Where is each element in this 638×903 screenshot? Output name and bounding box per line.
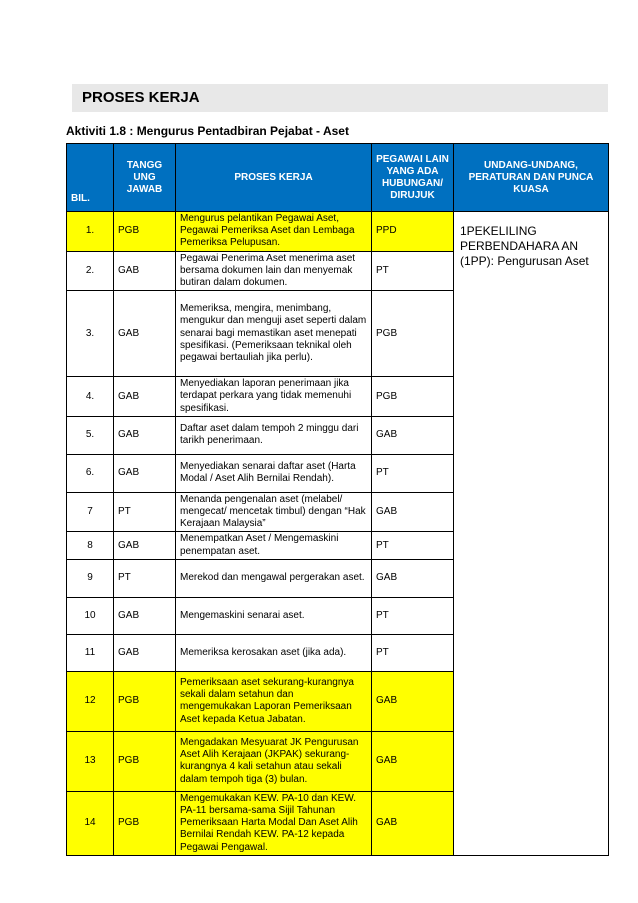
cell-bil: 14	[67, 791, 114, 855]
cell-proses-kerja: Memeriksa kerosakan aset (jika ada).	[176, 634, 372, 671]
header-pegawai-lain: PEGAWAI LAIN YANG ADA HUBUNGAN/ DIRUJUK	[372, 144, 454, 212]
cell-tanggungjawab: PGB	[114, 731, 176, 791]
cell-proses-kerja: Memeriksa, mengira, menimbang, mengukur dan menguji aset seperti dalam senarai bagi memastikan aset menepati spesifikasi. (Pemeriksaan teknikal oleh pegawai bertauliah jika perlu).	[176, 291, 372, 377]
cell-bil: 9	[67, 559, 114, 597]
table-header-row	[67, 144, 609, 212]
cell-bil: 10	[67, 597, 114, 634]
cell-proses-kerja: Pegawai Penerima Aset menerima aset bersama dokumen lain dan menyemak butiran dalam dokumen.	[176, 251, 372, 291]
header-undang-undang: UNDANG-UNDANG, PERATURAN DAN PUNCA KUASA	[454, 144, 609, 212]
cell-tanggungjawab: GAB	[114, 454, 176, 492]
cell-pegawai: GAB	[372, 791, 454, 855]
section-title: PROSES KERJA	[72, 84, 608, 112]
cell-bil: 8	[67, 532, 114, 559]
cell-pegawai: PGB	[372, 377, 454, 417]
cell-proses-kerja: Mengurus pelantikan Pegawai Aset, Pegawai Pemeriksa Aset dan Lembaga Pemeriksa Pelupusan.	[176, 212, 372, 252]
header-tanggungjawab: TANGG UNG JAWAB	[114, 144, 176, 212]
cell-proses-kerja: Menyediakan senarai daftar aset (Harta Modal / Aset Alih Bernilai Rendah).	[176, 454, 372, 492]
cell-bil: 5.	[67, 416, 114, 454]
cell-pegawai: PT	[372, 634, 454, 671]
cell-tanggungjawab: PT	[114, 492, 176, 532]
cell-pegawai: GAB	[372, 416, 454, 454]
cell-tanggungjawab: GAB	[114, 377, 176, 417]
cell-tanggungjawab: GAB	[114, 532, 176, 559]
header-proses-kerja: PROSES KERJA	[176, 144, 372, 212]
cell-pegawai: GAB	[372, 731, 454, 791]
cell-pegawai: PPD	[372, 212, 454, 252]
cell-tanggungjawab: GAB	[114, 291, 176, 377]
cell-tanggungjawab: GAB	[114, 634, 176, 671]
cell-pegawai: GAB	[372, 492, 454, 532]
cell-proses-kerja: Mengemukakan KEW. PA-10 dan KEW. PA-11 bersama-sama Sijil Tahunan Pemeriksaan Harta Modal Dan Aset Alih Bernilai Rendah KEW. PA-12 kepada Pegawai Pengawal.	[176, 791, 372, 855]
cell-undang-undang: 1PEKELILING PERBENDAHARA AN (1PP): Pengurusan Aset	[454, 212, 609, 856]
activity-title: Aktiviti 1.8 : Mengurus Pentadbiran Pejabat - Aset	[66, 124, 349, 138]
cell-proses-kerja: Mengemaskini senarai aset.	[176, 597, 372, 634]
cell-pegawai: PT	[372, 454, 454, 492]
cell-proses-kerja: Mengadakan Mesyuarat JK Pengurusan Aset Alih Kerajaan (JKPAK) sekurang-kurangnya 4 kali setahun atau sekali dalam tempoh tiga (3) bulan.	[176, 731, 372, 791]
cell-proses-kerja: Menanda pengenalan aset (melabel/ mengecat/ mencetak timbul) dengan “Hak Kerajaan Malaysia”	[176, 492, 372, 532]
cell-pegawai: PT	[372, 532, 454, 559]
cell-proses-kerja: Merekod dan mengawal pergerakan aset.	[176, 559, 372, 597]
cell-pegawai: PGB	[372, 291, 454, 377]
cell-bil: 4.	[67, 377, 114, 417]
cell-pegawai: GAB	[372, 671, 454, 731]
cell-bil: 13	[67, 731, 114, 791]
table-row	[67, 212, 609, 252]
cell-tanggungjawab: PGB	[114, 671, 176, 731]
cell-bil: 1.	[67, 212, 114, 252]
cell-pegawai: GAB	[372, 559, 454, 597]
cell-bil: 7	[67, 492, 114, 532]
cell-proses-kerja: Pemeriksaan aset sekurang-kurangnya sekali dalam setahun dan mengemukakan Laporan Pemeriksaan Aset kepada Ketua Jabatan.	[176, 671, 372, 731]
cell-proses-kerja: Menyediakan laporan penerimaan jika terdapat perkara yang tidak memenuhi spesifikasi.	[176, 377, 372, 417]
cell-tanggungjawab: PT	[114, 559, 176, 597]
cell-bil: 11	[67, 634, 114, 671]
cell-tanggungjawab: GAB	[114, 251, 176, 291]
process-table	[66, 143, 609, 856]
cell-tanggungjawab: PGB	[114, 791, 176, 855]
cell-pegawai: PT	[372, 597, 454, 634]
cell-proses-kerja: Menempatkan Aset / Mengemaskini penempatan aset.	[176, 532, 372, 559]
cell-bil: 3.	[67, 291, 114, 377]
header-bil: BIL.	[67, 144, 114, 212]
cell-tanggungjawab: GAB	[114, 416, 176, 454]
cell-tanggungjawab: PGB	[114, 212, 176, 252]
cell-bil: 2.	[67, 251, 114, 291]
cell-tanggungjawab: GAB	[114, 597, 176, 634]
cell-pegawai: PT	[372, 251, 454, 291]
cell-proses-kerja: Daftar aset dalam tempoh 2 minggu dari tarikh penerimaan.	[176, 416, 372, 454]
cell-bil: 6.	[67, 454, 114, 492]
cell-bil: 12	[67, 671, 114, 731]
